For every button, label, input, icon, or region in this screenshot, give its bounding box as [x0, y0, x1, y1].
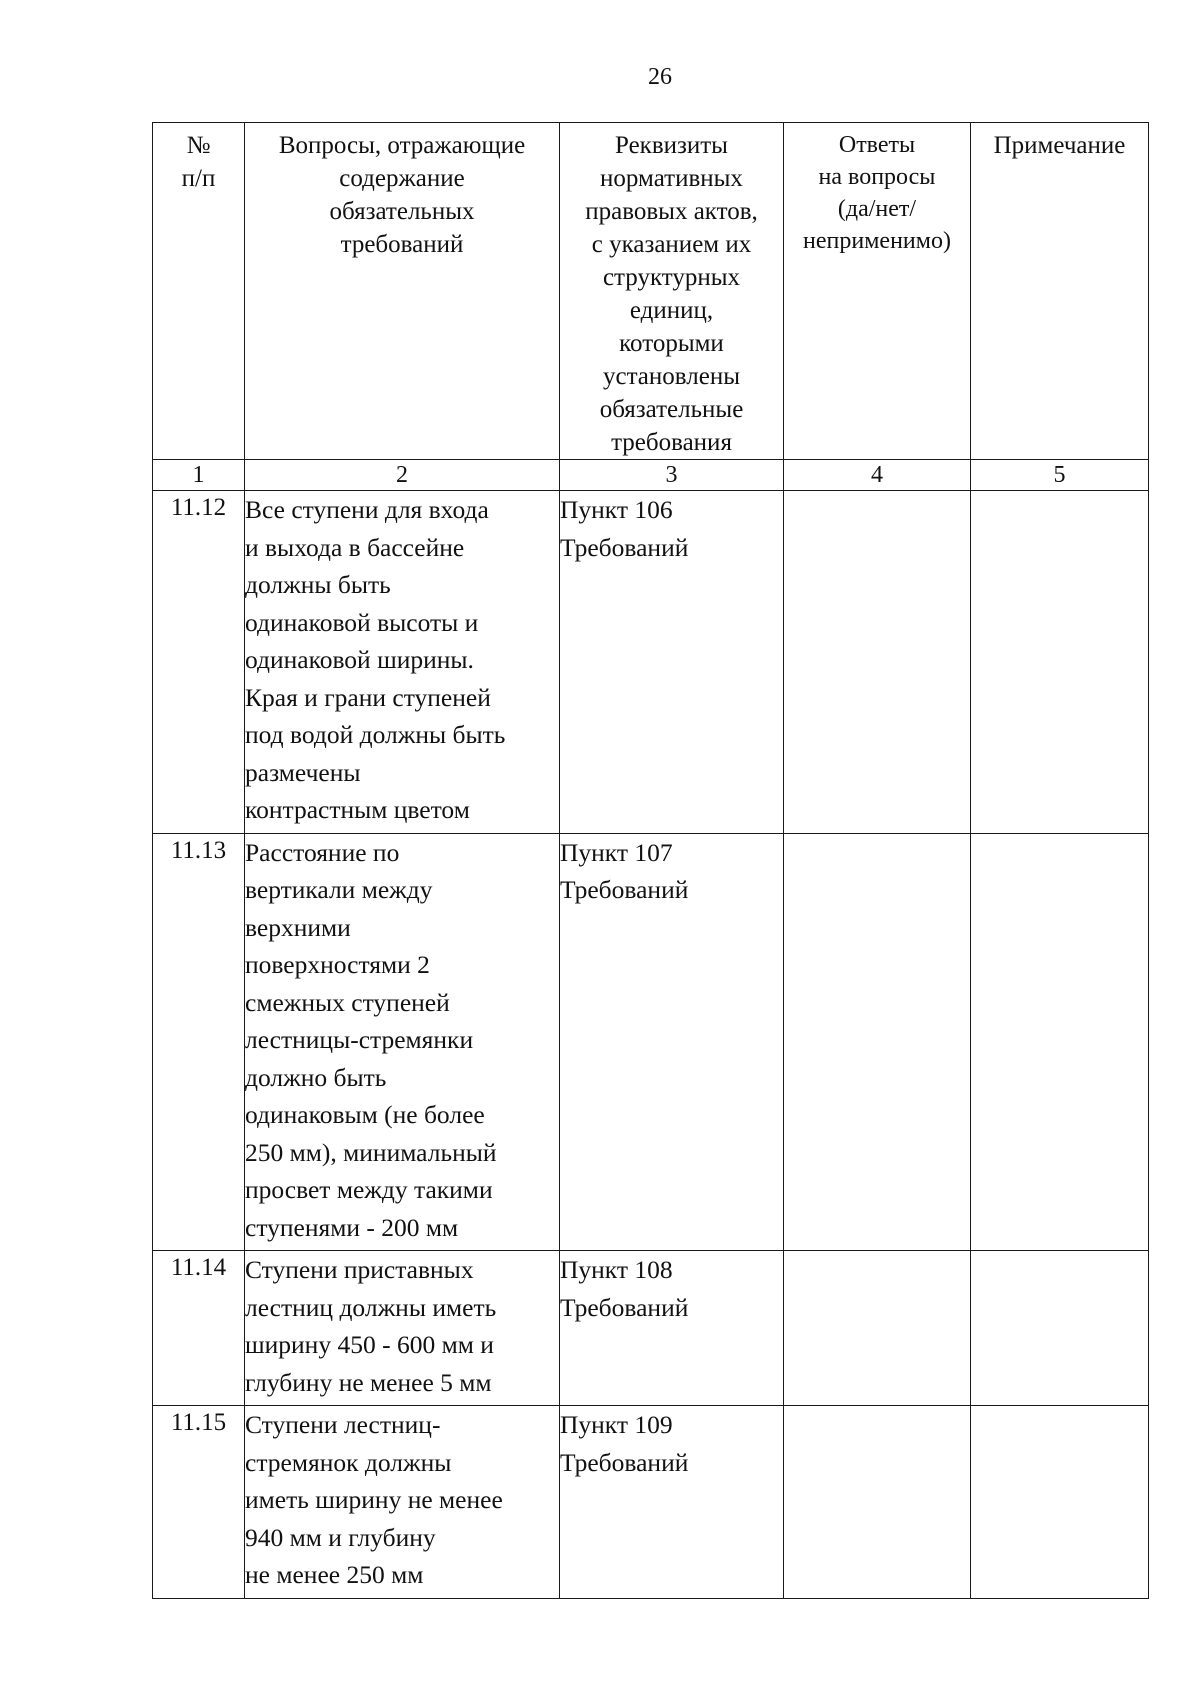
table-body [153, 460, 1149, 1599]
question-line: лестниц должны иметь [245, 1292, 497, 1322]
header-line: (да/нет/ [837, 196, 917, 222]
question-line: одинаковой ширины. [245, 645, 474, 674]
question-line: Края и грани ступеней [245, 682, 491, 712]
header-line: Ответы [838, 132, 916, 158]
table-header [153, 123, 1149, 460]
question-line: размечены [245, 757, 361, 787]
row-note-cell [971, 1251, 1149, 1406]
header-line: Вопросы, отражающие [278, 132, 526, 159]
column-number: 2 [245, 460, 560, 491]
header-col-notes [971, 123, 1149, 460]
column-number-row [153, 460, 1149, 491]
question-line: верхними [245, 912, 351, 942]
question-line: стремянок должны [245, 1447, 452, 1477]
header-line: единиц, [629, 297, 714, 324]
header-line: п/п [181, 165, 216, 192]
header-line: № [186, 132, 211, 159]
row-legal-reference [560, 1251, 784, 1406]
row-legal-reference [560, 1406, 784, 1599]
question-line: не менее 250 мм [245, 1560, 424, 1589]
header-line: обязательных [329, 198, 475, 225]
row-answer-cell [784, 1251, 971, 1406]
header-col-number [153, 123, 245, 460]
question-line: просвет между такими [245, 1175, 493, 1204]
column-number: 1 [153, 460, 245, 491]
header-line: неприменимо) [803, 228, 951, 254]
question-line: контрастным цветом [245, 795, 470, 824]
header-line: Примечание [993, 132, 1126, 159]
reference-line: Пункт 109 [560, 1410, 673, 1439]
header-line: структурных [602, 264, 741, 291]
reference-line: Пункт 108 [560, 1255, 673, 1284]
header-line: с указанием их [591, 231, 752, 258]
question-line: Расстояние по [245, 837, 400, 867]
reference-line: Пункт 106 [560, 495, 673, 524]
reference-line: Пункт 107 [560, 837, 673, 867]
question-line: поверхностями 2 [245, 950, 430, 979]
reference-line: Требований [560, 875, 689, 904]
header-line: содержание [339, 165, 465, 192]
header-row [153, 123, 1149, 460]
question-line: глубину не менее 5 мм [245, 1367, 492, 1397]
header-line: требований [340, 231, 464, 258]
row-answer-cell [784, 491, 971, 834]
question-line: одинаковой высоты и [245, 607, 479, 637]
row-question [245, 491, 560, 834]
column-number: 3 [560, 460, 784, 491]
question-line: иметь ширину не менее [245, 1485, 503, 1514]
requirements-checklist-table [152, 122, 1149, 1599]
row-question [245, 1406, 560, 1599]
row-note-cell [971, 833, 1149, 1251]
row-number: 11.14 [153, 1251, 245, 1406]
question-line: ступенями - 200 мм [245, 1212, 459, 1242]
header-line: правовых актов, [585, 198, 758, 225]
column-number: 5 [971, 460, 1149, 491]
row-legal-reference [560, 491, 784, 834]
header-line: которыми [619, 330, 724, 357]
question-line: должны быть [245, 570, 391, 599]
question-line: Ступени лестниц- [245, 1410, 441, 1439]
row-number: 11.15 [153, 1406, 245, 1599]
header-col-question [245, 123, 560, 460]
question-line: лестницы-стремянки [245, 1025, 474, 1054]
row-note-cell [971, 1406, 1149, 1599]
header-line: требования [611, 429, 732, 456]
question-line: 250 мм), минимальный [245, 1137, 497, 1167]
question-line: и выхода в бассейне [245, 532, 465, 562]
question-line: Все ступени для входа [245, 495, 489, 524]
header-col-answers [784, 123, 971, 460]
reference-line: Требований [560, 1447, 689, 1477]
table-row [153, 491, 1149, 834]
row-number: 11.13 [153, 833, 245, 1251]
table-row [153, 1406, 1149, 1599]
question-line: Ступени приставных [245, 1255, 474, 1284]
reference-line: Требований [560, 1292, 689, 1322]
column-number: 4 [784, 460, 971, 491]
question-line: должно быть [245, 1062, 387, 1092]
reference-line: Требований [560, 532, 689, 562]
header-line: обязательные [599, 396, 744, 423]
row-note-cell [971, 491, 1149, 834]
header-line: Реквизиты [615, 132, 728, 159]
row-answer-cell [784, 833, 971, 1251]
question-line: ширину 450 - 600 мм и [245, 1330, 494, 1359]
question-line: одинаковым (не более [245, 1100, 485, 1129]
row-number: 11.12 [153, 491, 245, 834]
header-line: на вопросы [818, 164, 936, 190]
page-number: 26 [648, 64, 672, 90]
question-line: смежных ступеней [245, 987, 450, 1017]
row-question [245, 1251, 560, 1406]
row-answer-cell [784, 1406, 971, 1599]
row-question [245, 833, 560, 1251]
question-line: 940 мм и глубину [245, 1522, 436, 1552]
row-legal-reference [560, 833, 784, 1251]
header-line: установлены [602, 363, 741, 390]
question-line: под водой должны быть [245, 720, 506, 749]
question-line: вертикали между [245, 875, 433, 904]
table-row [153, 1251, 1149, 1406]
table-row [153, 833, 1149, 1251]
header-col-legal-reference [560, 123, 784, 460]
header-line: нормативных [600, 165, 743, 192]
